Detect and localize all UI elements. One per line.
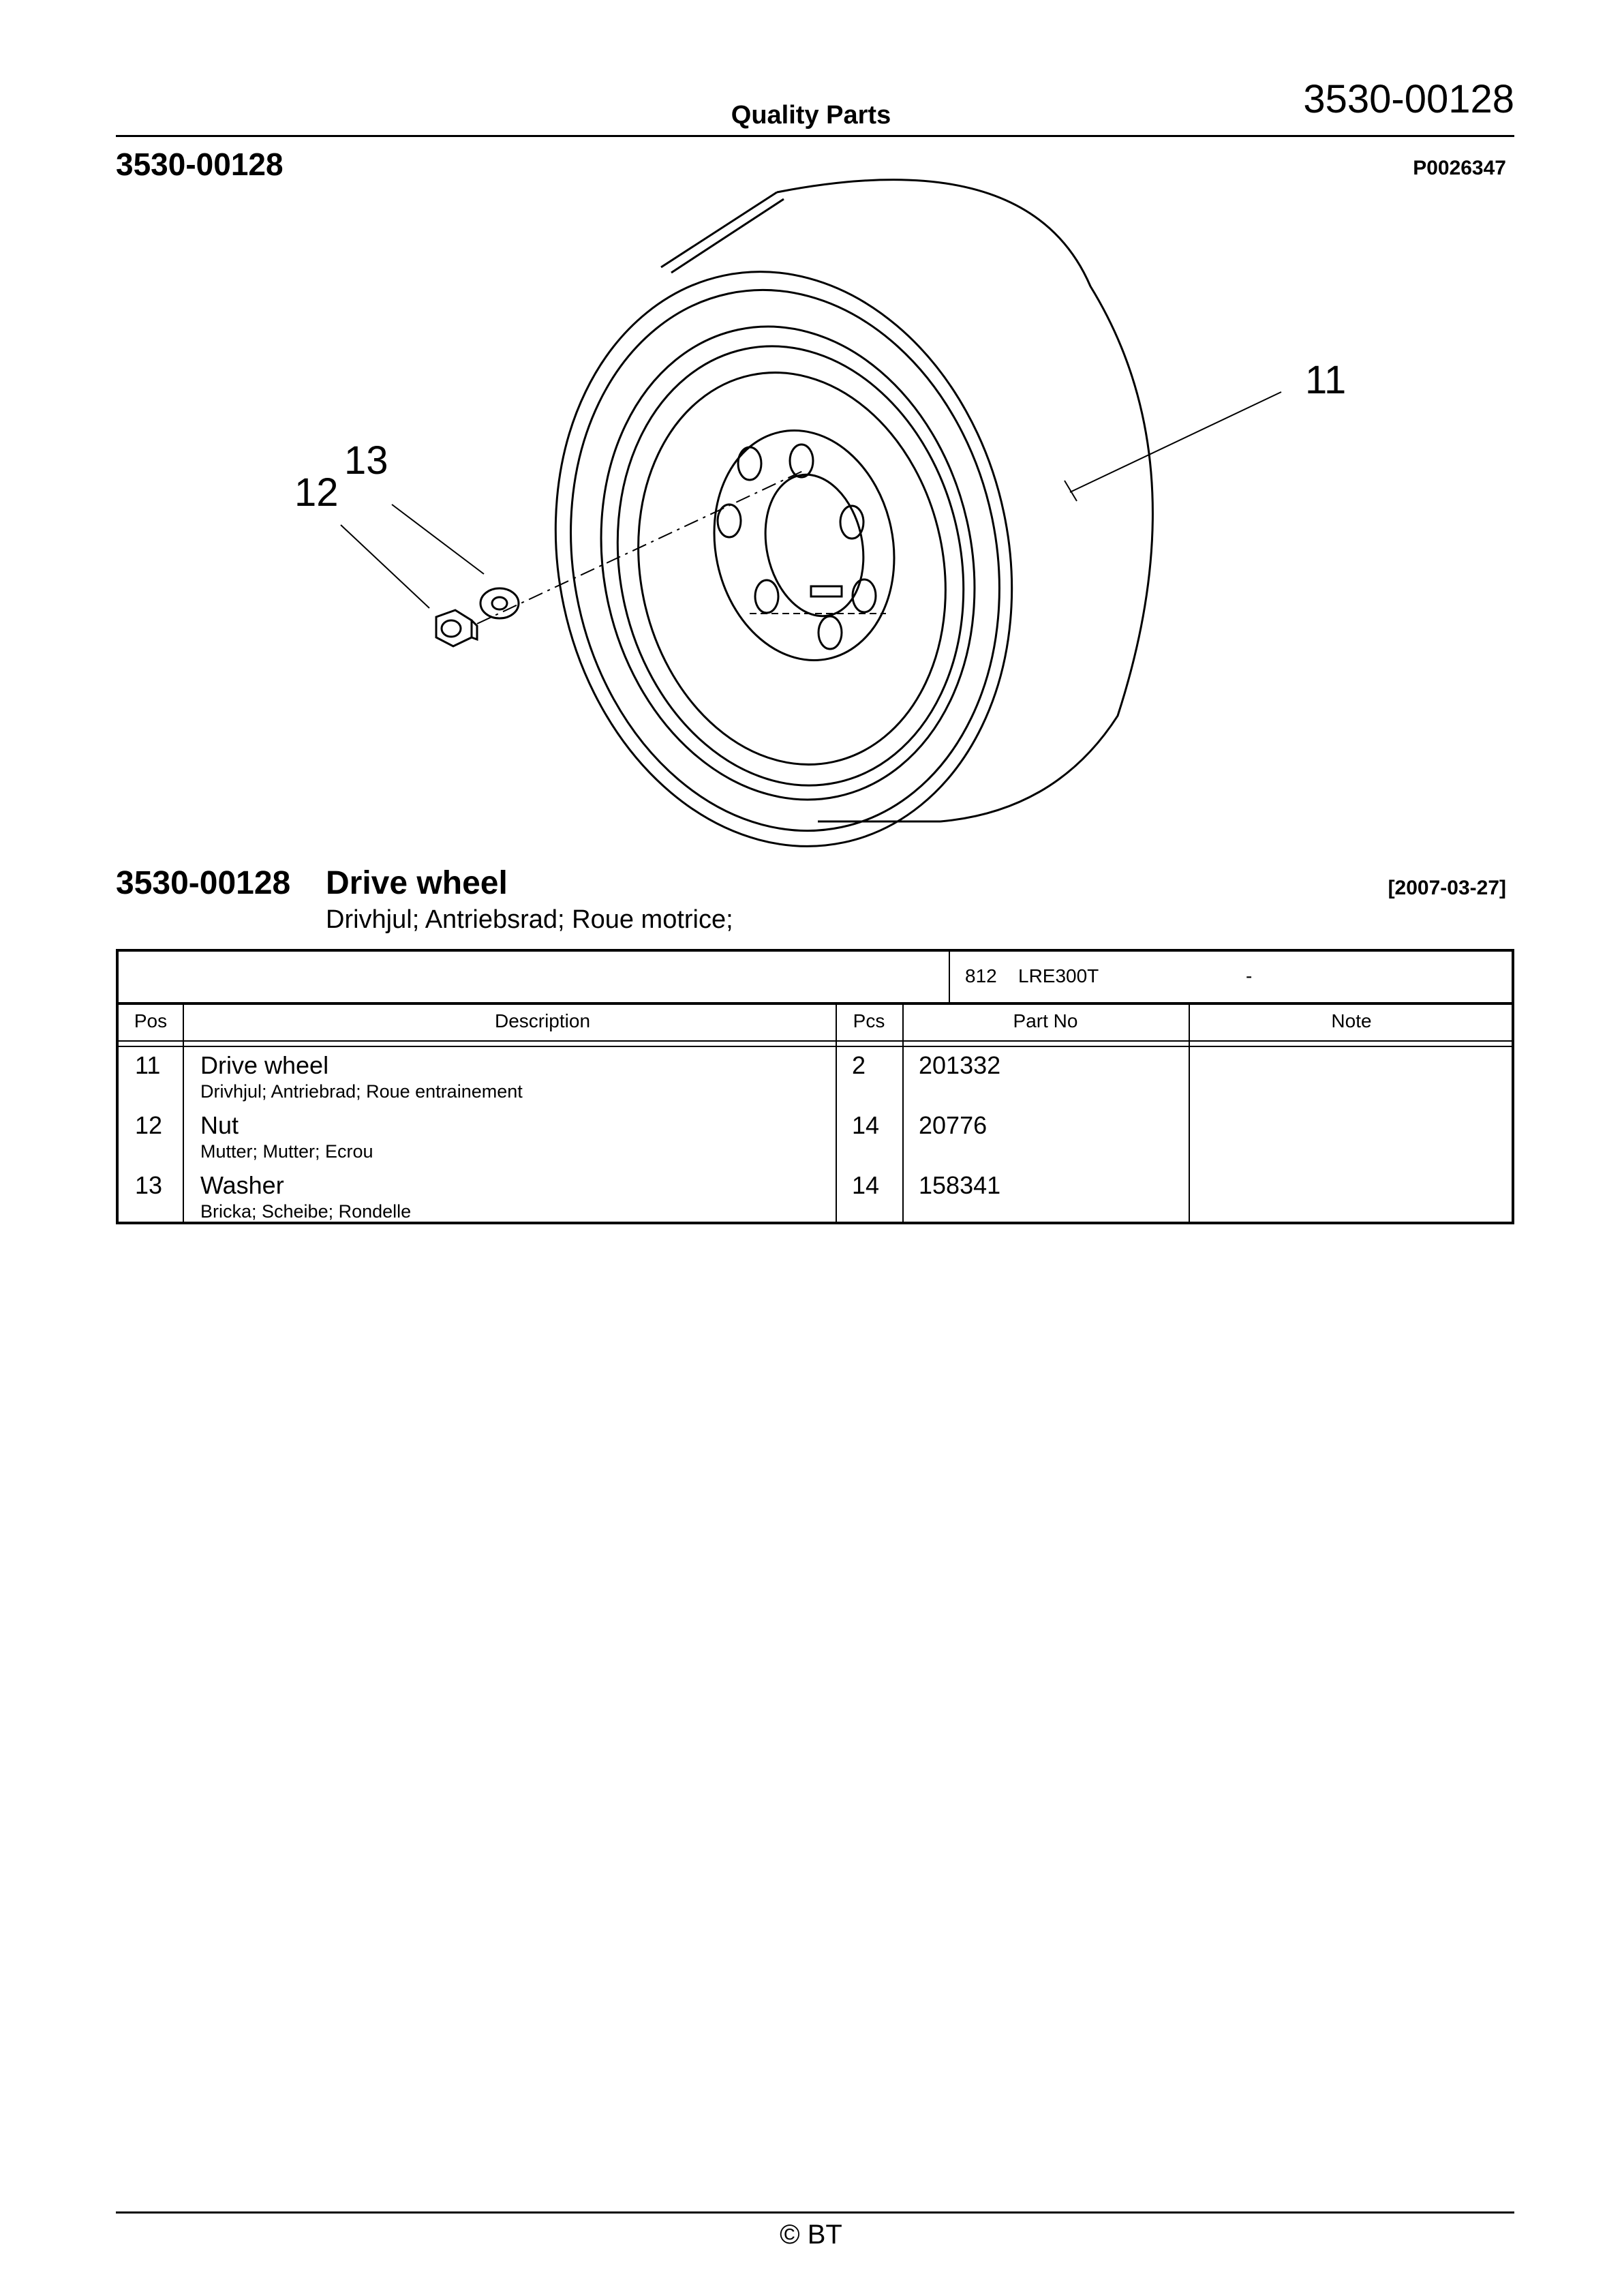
model-suffix: -	[1246, 965, 1253, 986]
callout-11: 11	[1305, 358, 1347, 402]
col-header-pos: Pos	[134, 1010, 168, 1031]
footer-copyright: © BT	[780, 2220, 842, 2250]
col-header-part-no: Part No	[1013, 1010, 1078, 1031]
exploded-drawing	[0, 0, 1622, 886]
model-code: 812	[965, 965, 997, 986]
row-pcs: 14	[852, 1111, 880, 1139]
model-name: LRE300T	[1018, 965, 1099, 986]
row-translations: Bricka; Scheibe; Rondelle	[200, 1201, 412, 1222]
row-pcs: 14	[852, 1171, 880, 1199]
col-header-description: Description	[494, 1010, 591, 1031]
row-pcs: 2	[852, 1051, 866, 1079]
row-part-no: 201332	[919, 1051, 1001, 1079]
page-header-title: Quality Parts	[731, 101, 891, 130]
section-subtitle: Drivhjul; Antriebsrad; Roue motrice;	[326, 905, 733, 934]
col-header-pcs: Pcs	[853, 1010, 885, 1031]
section-title: Drive wheel	[326, 865, 508, 901]
section-number: 3530-00128	[116, 865, 291, 901]
col-header-note: Note	[1331, 1010, 1372, 1031]
row-pos: 12	[135, 1111, 163, 1139]
washer-illustration	[480, 588, 519, 618]
section-date: [2007-03-27]	[1388, 877, 1506, 899]
row-part-no: 158341	[919, 1171, 1001, 1199]
drawing-number: 3530-00128	[116, 147, 284, 182]
nut-illustration	[436, 610, 477, 646]
callout-12: 12	[294, 470, 339, 515]
drive-wheel-illustration	[504, 180, 1153, 886]
row-part-no: 20776	[919, 1111, 988, 1139]
row-description: Drive wheel	[200, 1051, 329, 1079]
row-description: Nut	[200, 1111, 239, 1139]
row-translations: Drivhjul; Antriebrad; Roue entrainement	[200, 1081, 523, 1102]
leader-line-13	[392, 504, 484, 574]
drawing-code: P0026347	[1413, 157, 1506, 179]
row-pos: 13	[135, 1171, 163, 1199]
leader-line-11	[1070, 392, 1281, 492]
leader-line-12	[341, 525, 429, 608]
callout-13: 13	[344, 438, 388, 483]
row-translations: Mutter; Mutter; Ecrou	[200, 1141, 373, 1162]
footer-rule	[116, 2211, 1514, 2214]
parts-table	[116, 949, 1514, 1224]
row-pos: 11	[135, 1051, 161, 1079]
row-description: Washer	[200, 1171, 284, 1199]
page-header-number: 3530-00128	[1303, 77, 1514, 121]
